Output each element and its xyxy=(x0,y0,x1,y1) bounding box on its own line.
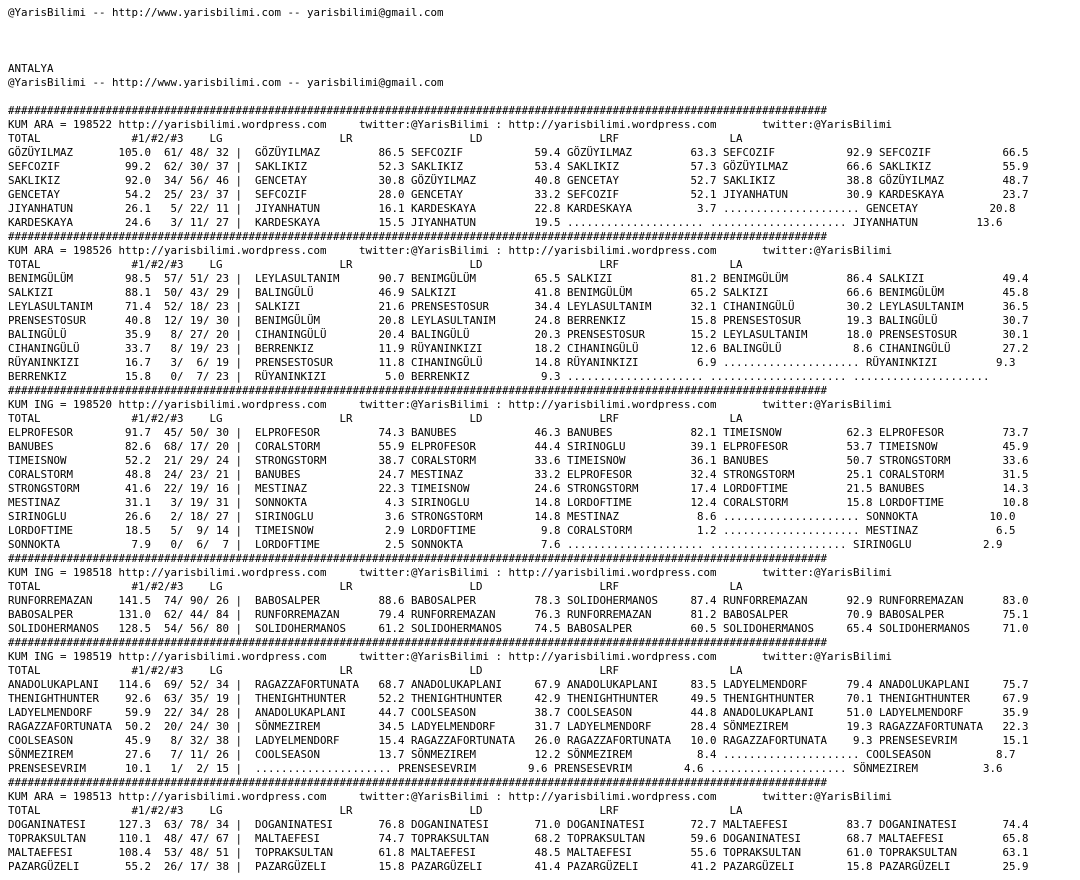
text-line: MALTAEFESI 108.4 53/ 48/ 51 | TOPRAKSULTAN 61.8 MALTAEFESI 48.5 MALTAEFESI 55.6 TOPRAKSULTAN 61.0 TOPRAKSULTAN 63.1 xyxy=(8,846,1029,859)
text-line: BERRENKIZ 15.8 0/ 7/ 23 | RÜYANINKIZI 5.0 BERRENKIZ 9.3 ..................... ..................... ..................... xyxy=(8,370,990,383)
text-line: PAZARGÜZELI 55.2 26/ 17/ 38 | PAZARGÜZELI 15.8 PAZARGÜZELI 41.4 PAZARGÜZELI 41.2 PAZARGÜZELI 15.8 PAZARGÜZELI 25.9 xyxy=(8,860,1029,873)
text-line: SIRINOGLU 26.6 2/ 18/ 27 | SIRINOGLU 3.6 STRONGSTORM 14.8 MESTINAZ 8.6 ..................... SONNOKTA 10.0 xyxy=(8,510,1016,523)
text-line: COOLSEASON 45.9 8/ 32/ 38 | LADYELMENDORF 15.4 RAGAZZAFORTUNATA 26.0 RAGAZZAFORTUNATA 10.0 RAGAZZAFORTUNATA 9.3 PRENSESEVRIM 15.1 xyxy=(8,734,1029,747)
text-line: JIYANHATUN 26.1 5/ 22/ 11 | JIYANHATUN 16.1 KARDESKAYA 22.8 KARDESKAYA 3.7 ..................... GENCETAY 20.8 xyxy=(8,202,1016,215)
text-line: DOGANINATESI 127.3 63/ 78/ 34 | DOGANINATESI 76.8 DOGANINATESI 71.0 DOGANINATESI 72.7 MALTAEFESI 83.7 DOGANINATESI 74.4 xyxy=(8,818,1029,831)
text-line xyxy=(8,90,1080,104)
text-line: BENIMGÜLÜM 98.5 57/ 51/ 23 | LEYLASULTANIM 90.7 BENIMGÜLÜM 65.5 SALKIZI 81.2 BENIMGÜLÜM 86.4 SALKIZI 49.4 xyxy=(8,272,1029,285)
text-line: THENIGHTHUNTER 92.6 63/ 35/ 19 | THENIGHTHUNTER 52.2 THENIGHTHUNTER 42.9 THENIGHTHUNTER 49.5 THENIGHTHUNTER 70.1 THENIGHTHUNTER 67.9 xyxy=(8,692,1029,705)
text-line: KUM ING = 198520 http://yarisbilimi.wordpress.com twitter:@YarisBilimi : http://yarisbilimi.wordpress.com twitter:@YarisBilimi xyxy=(8,398,893,411)
text-line: TOTAL #1/#2/#3 LG LR LD LRF LA xyxy=(8,258,743,271)
text-line xyxy=(8,48,1080,62)
text-line: RÜYANINKIZI 16.7 3/ 6/ 19 | PRENSESTOSUR 11.8 CIHANINGÜLÜ 14.8 RÜYANINKIZI 6.9 ..................... RÜYANINKIZI 9.3 xyxy=(8,356,1016,369)
text-line xyxy=(8,34,1080,48)
text-line: KARDESKAYA 24.6 3/ 11/ 27 | KARDESKAYA 15.5 JIYANHATUN 19.5 ..................... ..................... JIYANHATUN 13.6 xyxy=(8,216,1003,229)
text-line: SOLIDOHERMANOS 128.5 54/ 56/ 80 | SOLIDOHERMANOS 61.2 SOLIDOHERMANOS 74.5 BABOSALPER 60.5 SOLIDOHERMANOS 65.4 SOLIDOHERMANOS 71.0 xyxy=(8,622,1029,635)
text-line: @YarisBilimi -- http://www.yarisbilimi.com -- yarisbilimi@gmail.com xyxy=(8,6,444,19)
text-line: LEYLASULTANIM 71.4 52/ 18/ 23 | SALKIZI 21.6 PRENSESTOSUR 34.4 LEYLASULTANIM 32.1 CIHANINGÜLÜ 30.2 LEYLASULTANIM 36.5 xyxy=(8,300,1029,313)
text-line: BALINGÜLÜ 35.9 8/ 27/ 20 | CIHANINGÜLÜ 20.4 BALINGÜLÜ 20.3 PRENSESTOSUR 15.2 LEYLASULTANIM 18.0 PRENSESTOSUR 30.1 xyxy=(8,328,1029,341)
text-line: RUNFORREMAZAN 141.5 74/ 90/ 26 | BABOSALPER 88.6 BABOSALPER 78.3 SOLIDOHERMANOS 87.4 RUNFORREMAZAN 92.9 RUNFORREMAZAN 83.0 xyxy=(8,594,1029,607)
text-line: TOTAL #1/#2/#3 LG LR LD LRF LA xyxy=(8,804,743,817)
separator-line: ############################################################################################################################## xyxy=(8,636,828,649)
text-line: CIHANINGÜLÜ 33.7 8/ 19/ 23 | BERRENKIZ 11.9 RÜYANINKIZI 18.2 CIHANINGÜLÜ 12.6 BALINGÜLÜ 8.6 CIHANINGÜLÜ 27.2 xyxy=(8,342,1029,355)
text-line: TIMEISNOW 52.2 21/ 29/ 24 | STRONGSTORM 38.7 CORALSTORM 33.6 TIMEISNOW 36.1 BANUBES 50.7 STRONGSTORM 33.6 xyxy=(8,454,1029,467)
text-line: BABOSALPER 131.0 62/ 44/ 84 | RUNFORREMAZAN 79.4 RUNFORREMAZAN 76.3 RUNFORREMAZAN 81.2 BABOSALPER 70.9 BABOSALPER 75.1 xyxy=(8,608,1029,621)
text-line: STRONGSTORM 41.6 22/ 19/ 16 | MESTINAZ 22.3 TIMEISNOW 24.6 STRONGSTORM 17.4 LORDOFTIME 21.5 BANUBES 14.3 xyxy=(8,482,1029,495)
separator-line: ############################################################################################################################## xyxy=(8,104,828,117)
text-line: SEFCOZIF 99.2 62/ 30/ 37 | SAKLIKIZ 52.3 SAKLIKIZ 53.4 SAKLIKIZ 57.3 GÖZÜYILMAZ 66.6 SAKLIKIZ 55.9 xyxy=(8,160,1029,173)
text-line: ELPROFESOR 91.7 45/ 50/ 30 | ELPROFESOR 74.3 BANUBES 46.3 BANUBES 82.1 TIMEISNOW 62.3 ELPROFESOR 73.7 xyxy=(8,426,1029,439)
separator-line: ############################################################################################################################## xyxy=(8,776,828,789)
text-line: KUM ARA = 198526 http://yarisbilimi.wordpress.com twitter:@YarisBilimi : http://yarisbilimi.wordpress.com twitter:@YarisBilimi xyxy=(8,244,893,257)
text-line: BANUBES 82.6 68/ 17/ 20 | CORALSTORM 55.9 ELPROFESOR 44.4 SIRINOGLU 39.1 ELPROFESOR 53.7 TIMEISNOW 45.9 xyxy=(8,440,1029,453)
text-line: RAGAZZAFORTUNATA 50.2 20/ 24/ 30 | SÖNMEZIREM 34.5 LADYELMENDORF 31.7 LADYELMENDORF 28.4 SÖNMEZIREM 19.3 RAGAZZAFORTUNATA 22.3 xyxy=(8,720,1029,733)
text-line: SALKIZI 88.1 50/ 43/ 29 | BALINGÜLÜ 46.9 SALKIZI 41.8 BENIMGÜLÜM 65.2 SALKIZI 66.6 BENIMGÜLÜM 45.8 xyxy=(8,286,1029,299)
text-line: LORDOFTIME 18.5 5/ 9/ 14 | TIMEISNOW 2.9 LORDOFTIME 9.8 CORALSTORM 1.2 ..................... MESTINAZ 6.5 xyxy=(8,524,1016,537)
text-line: SONNOKTA 7.9 0/ 6/ 7 | LORDOFTIME 2.5 SONNOKTA 7.6 ..................... ..................... SIRINOGLU 2.9 xyxy=(8,538,1003,551)
text-line: PRENSESTOSUR 40.8 12/ 19/ 30 | BENIMGÜLÜM 20.8 LEYLASULTANIM 24.8 BERRENKIZ 15.8 PRENSESTOSUR 19.3 BALINGÜLÜ 30.7 xyxy=(8,314,1029,327)
text-line: TOPRAKSULTAN 110.1 48/ 47/ 67 | MALTAEFESI 74.7 TOPRAKSULTAN 68.2 TOPRAKSULTAN 59.6 DOGANINATESI 68.7 MALTAEFESI 65.8 xyxy=(8,832,1029,845)
separator-line: ############################################################################################################################## xyxy=(8,552,828,565)
text-line: PRENSESEVRIM 10.1 1/ 2/ 15 | ..................... PRENSESEVRIM 9.6 PRENSESEVRIM 4.6 ..................... SÖNMEZIREM 3.6 xyxy=(8,762,1003,775)
text-line: GÖZÜYILMAZ 105.0 61/ 48/ 32 | GÖZÜYILMAZ 86.5 SEFCOZIF 59.4 GÖZÜYILMAZ 63.3 SEFCOZIF 92.9 SEFCOZIF 66.5 xyxy=(8,146,1029,159)
text-line: TOTAL #1/#2/#3 LG LR LD LRF LA xyxy=(8,580,743,593)
text-line xyxy=(8,20,1080,34)
text-line: ANTALYA xyxy=(8,62,54,75)
text-line: CORALSTORM 48.8 24/ 23/ 21 | BANUBES 24.7 MESTINAZ 33.2 ELPROFESOR 32.4 STRONGSTORM 25.1 CORALSTORM 31.5 xyxy=(8,468,1029,481)
text-line: GENCETAY 54.2 25/ 23/ 37 | SEFCOZIF 28.0 GENCETAY 33.2 SEFCOZIF 52.1 JIYANHATUN 30.9 KARDESKAYA 23.7 xyxy=(8,188,1029,201)
text-line: KUM ARA = 198522 http://yarisbilimi.wordpress.com twitter:@YarisBilimi : http://yarisbilimi.wordpress.com twitter:@YarisBilimi xyxy=(8,118,893,131)
text-line: SAKLIKIZ 92.0 34/ 56/ 46 | GENCETAY 30.8 GÖZÜYILMAZ 40.8 GENCETAY 52.7 SAKLIKIZ 38.8 GÖZÜYILMAZ 48.7 xyxy=(8,174,1029,187)
text-line: LADYELMENDORF 59.9 22/ 34/ 28 | ANADOLUKAPLANI 44.7 COOLSEASON 38.7 COOLSEASON 44.8 ANADOLUKAPLANI 51.0 LADYELMENDORF 35.9 xyxy=(8,706,1029,719)
text-line: ANADOLUKAPLANI 114.6 69/ 52/ 34 | RAGAZZAFORTUNATA 68.7 ANADOLUKAPLANI 67.9 ANADOLUKAPLANI 83.5 LADYELMENDORF 79.4 ANADOLUKAPLANI 75.7 xyxy=(8,678,1029,691)
separator-line: ############################################################################################################################## xyxy=(8,384,828,397)
text-line: MESTINAZ 31.1 3/ 19/ 31 | SONNOKTA 4.3 SIRINOGLU 14.8 LORDOFTIME 12.4 CORALSTORM 15.8 LORDOFTIME 10.8 xyxy=(8,496,1029,509)
text-line: SÖNMEZIREM 27.6 7/ 11/ 26 | COOLSEASON 13.7 SÖNMEZIREM 12.2 SÖNMEZIREM 8.4 ..................... COOLSEASON 8.7 xyxy=(8,748,1016,761)
separator-line: ############################################################################################################################## xyxy=(8,230,828,243)
text-line: @YarisBilimi -- http://www.yarisbilimi.com -- yarisbilimi@gmail.com xyxy=(8,76,444,89)
text-line: TOTAL #1/#2/#3 LG LR LD LRF LA xyxy=(8,664,743,677)
text-line: KUM ING = 198519 http://yarisbilimi.wordpress.com twitter:@YarisBilimi : http://yarisbilimi.wordpress.com twitter:@YarisBilimi xyxy=(8,650,893,663)
text-line: TOTAL #1/#2/#3 LG LR LD LRF LA xyxy=(8,132,743,145)
text-line: TOTAL #1/#2/#3 LG LR LD LRF LA xyxy=(8,412,743,425)
text-line: KUM ARA = 198513 http://yarisbilimi.wordpress.com twitter:@YarisBilimi : http://yarisbilimi.wordpress.com twitter:@YarisBilimi xyxy=(8,790,893,803)
text-line: KUM ING = 198518 http://yarisbilimi.wordpress.com twitter:@YarisBilimi : http://yarisbilimi.wordpress.com twitter:@YarisBilimi xyxy=(8,566,893,579)
